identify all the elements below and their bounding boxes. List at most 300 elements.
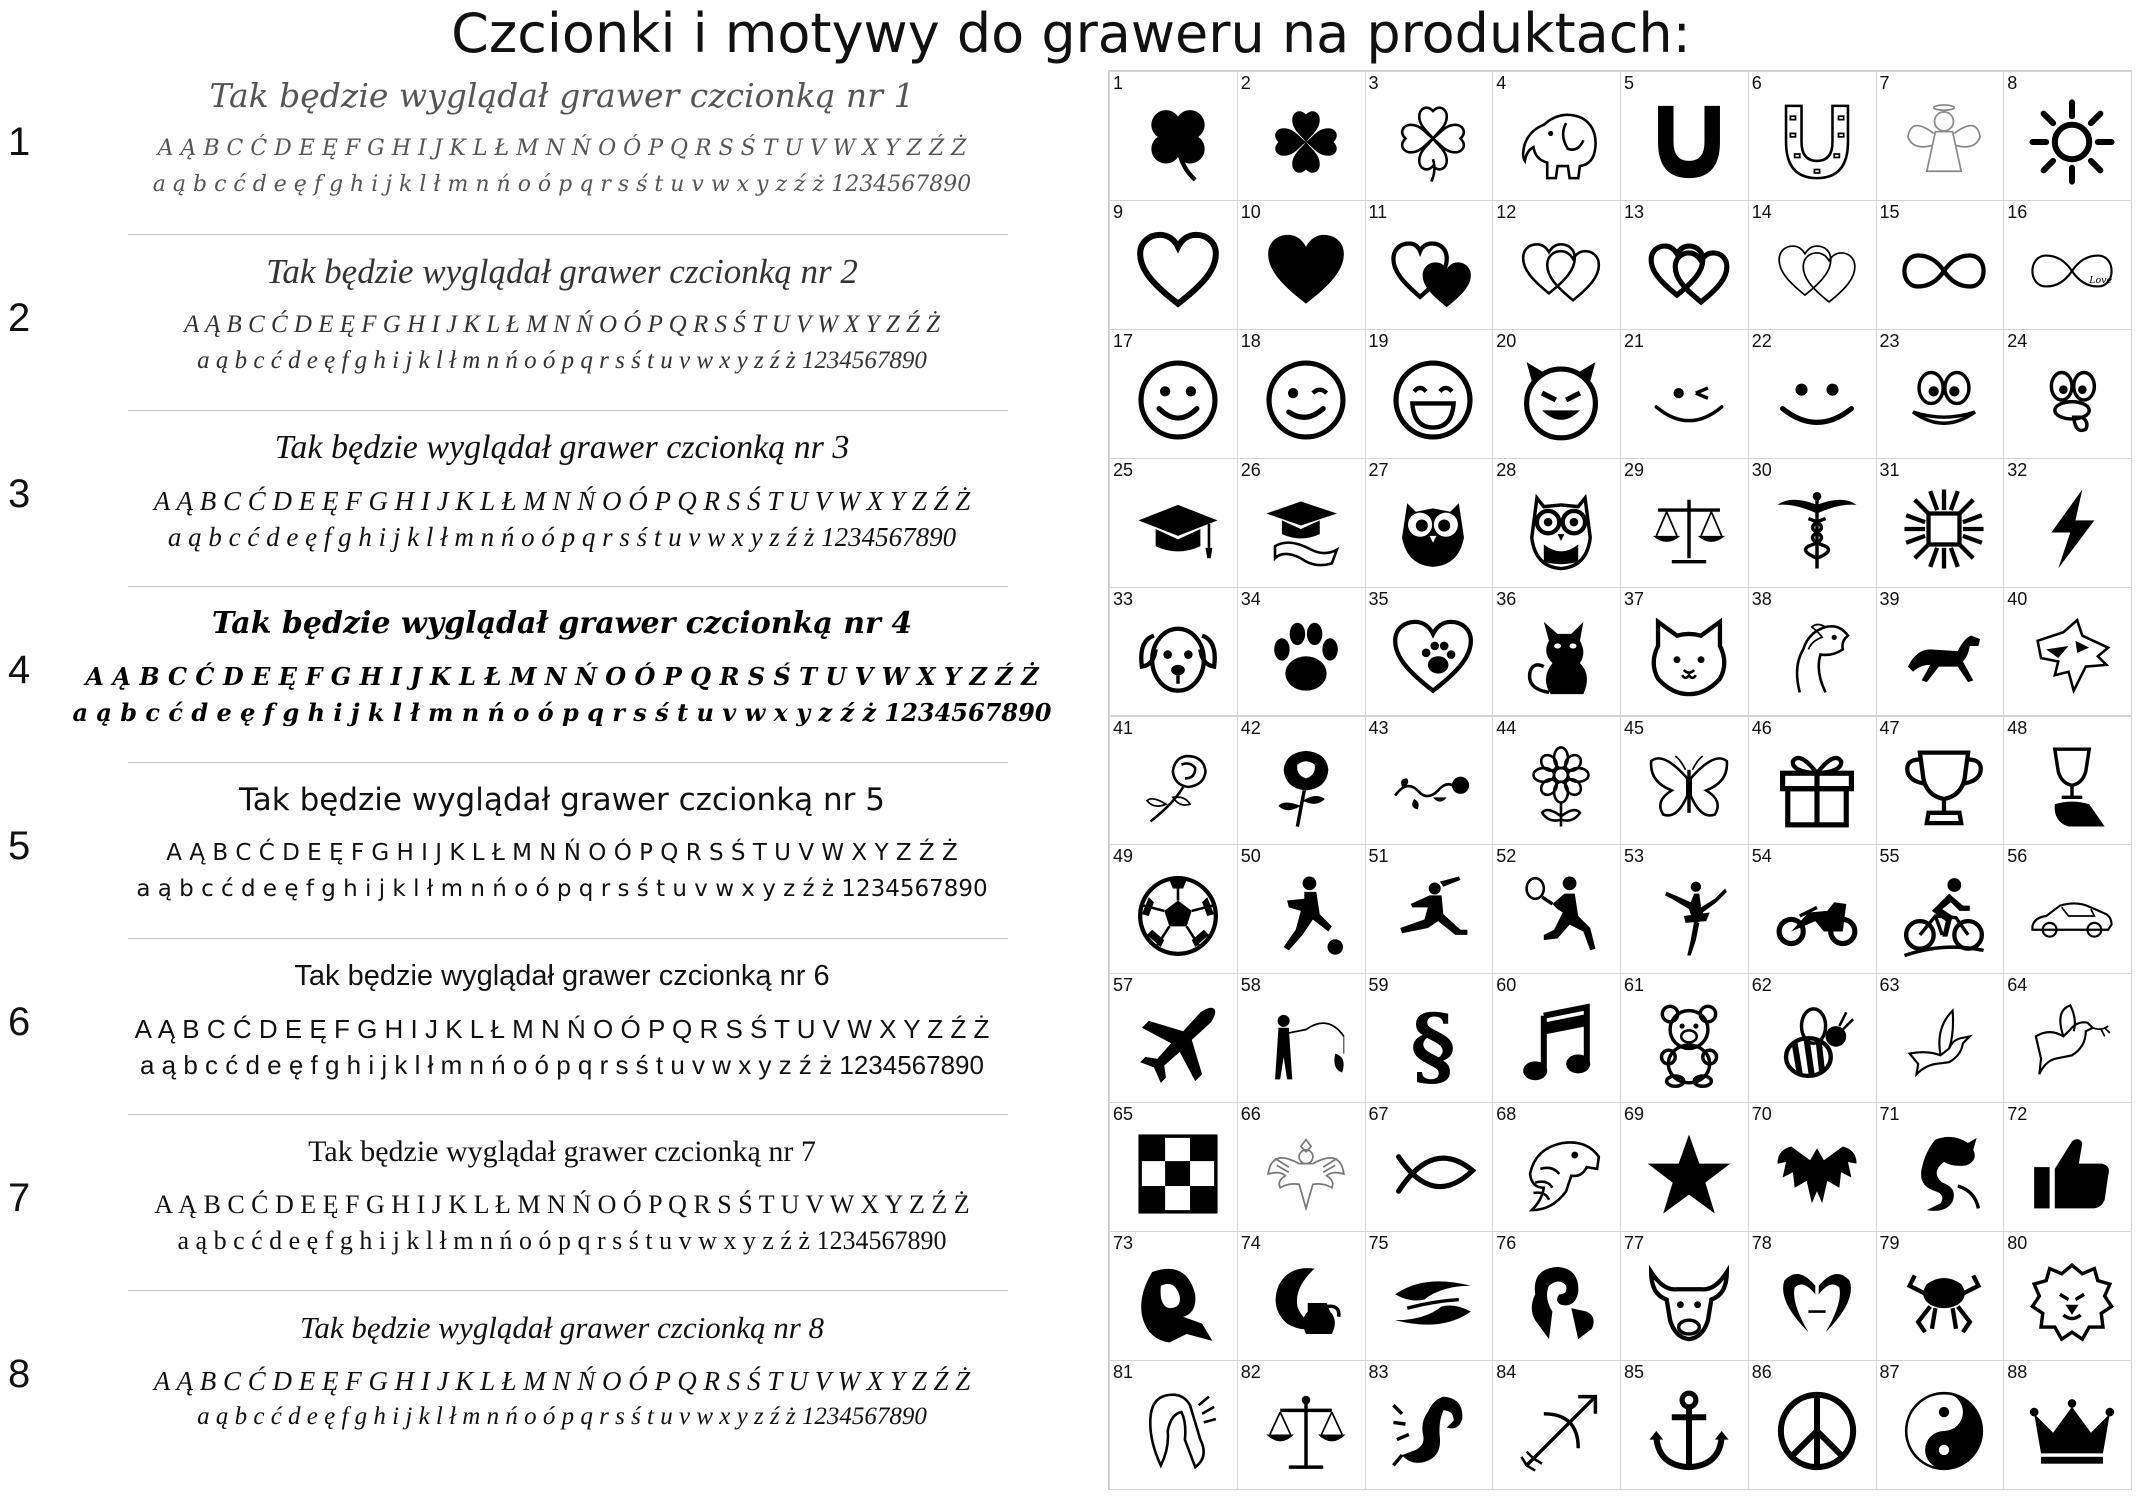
star-icon bbox=[1643, 1128, 1735, 1220]
motif-cell bbox=[1109, 973, 1238, 1103]
motif-cell bbox=[1365, 716, 1494, 846]
motif-cell bbox=[1365, 1231, 1494, 1361]
graduation-cap-icon bbox=[1132, 483, 1224, 575]
motif-cell bbox=[1492, 458, 1621, 588]
font-sample-sentence: Tak będzie wyglądał grawer czcionką nr 4 bbox=[211, 606, 913, 641]
motif-cell bbox=[2003, 587, 2132, 717]
motif-cell bbox=[1620, 71, 1749, 201]
motif-number: 49 bbox=[1113, 846, 1134, 867]
burst-pattern-icon bbox=[1898, 483, 1990, 575]
motif-cell bbox=[2003, 844, 2132, 974]
font-uppercase-alphabet: A Ą B C Ć D E Ę F G H I J K L Ł M N Ń O Ó P Q R S Ś T U V W X Y Z Ź Ż bbox=[153, 486, 971, 516]
two-hearts-icon bbox=[1387, 225, 1479, 317]
motif-cell bbox=[1237, 844, 1366, 974]
pisces-icon bbox=[1387, 1257, 1479, 1349]
font-sample-row bbox=[0, 244, 1090, 422]
font-uppercase-alphabet: A Ą B C Ć D E Ę F G H I J K L Ł M N Ń O Ó P Q R S Ś T U V W X Y Z Ź Ż bbox=[183, 311, 941, 338]
motif-cell bbox=[2003, 200, 2132, 330]
motif-number: 74 bbox=[1240, 1233, 1261, 1254]
motif-cell bbox=[1876, 71, 2005, 201]
font-uppercase-alphabet: A Ą B C Ć D E Ę F G H I J K L Ł M N Ń O Ó P Q R S Ś T U V W X Y Z Ź Ż bbox=[166, 840, 958, 866]
motif-number: 48 bbox=[2007, 717, 2028, 738]
motif-number: 69 bbox=[1624, 1104, 1645, 1125]
motif-number: 17 bbox=[1113, 330, 1134, 351]
cap-and-diploma-icon bbox=[1260, 483, 1352, 575]
virgo-icon bbox=[1132, 1385, 1224, 1477]
font-sample-row bbox=[0, 948, 1090, 1126]
motif-cell bbox=[1620, 1360, 1749, 1490]
motif-cell bbox=[1237, 716, 1366, 846]
double-hearts-thin-icon bbox=[1771, 225, 1863, 317]
font-sample-sentence: Tak będzie wyglądał grawer czcionką nr 6 bbox=[294, 960, 830, 992]
row-divider bbox=[128, 1114, 1008, 1115]
motif-number: 30 bbox=[1751, 459, 1772, 480]
motif-number: 85 bbox=[1624, 1362, 1645, 1382]
smiley-face-icon bbox=[1132, 354, 1224, 446]
motif-cell bbox=[1748, 1360, 1877, 1490]
motif-number: 4 bbox=[1496, 73, 1507, 93]
four-leaf-clover-solid-icon bbox=[1132, 96, 1224, 188]
sun-icon bbox=[2026, 96, 2118, 188]
motif-number: 68 bbox=[1496, 1104, 1517, 1125]
motif-cell bbox=[2003, 973, 2132, 1103]
motif-number: 80 bbox=[2007, 1233, 2028, 1254]
font-uppercase-alphabet: A Ą B C Ć D E Ę F G H I J K L Ł M N Ń O Ó P Q R S Ś T U V W X Y Z Ź Ż bbox=[134, 1014, 990, 1044]
motif-number: 64 bbox=[2007, 975, 2028, 996]
wink-smile-icon bbox=[1643, 354, 1735, 446]
font-lowercase-alphabet: a ą b c ć d e ę f g h i j k l ł m n ń o ó p q r s ś t u v w x y z ź ż 1234567890 bbox=[152, 172, 972, 197]
basketball-jumpman-icon bbox=[1387, 870, 1479, 962]
checkerboard-icon bbox=[1132, 1128, 1224, 1220]
trophy-cup-icon bbox=[1898, 741, 1990, 833]
owl-icon bbox=[1387, 483, 1479, 575]
running-horse-icon bbox=[1898, 612, 1990, 704]
font-sample-row bbox=[0, 596, 1090, 774]
motif-cell bbox=[1876, 716, 2005, 846]
motif-number: 37 bbox=[1624, 588, 1645, 609]
horse-head-icon bbox=[1771, 612, 1863, 704]
libra-icon bbox=[1260, 1385, 1352, 1477]
font-uppercase-alphabet: A Ą B C Ć D E Ę F G H I J K L Ł M N Ń O Ó P Q R S Ś T U V W X Y Z Ź Ż bbox=[85, 662, 1039, 691]
motif-cell bbox=[1876, 973, 2005, 1103]
motif-number: 73 bbox=[1113, 1233, 1134, 1254]
font-lowercase-alphabet: a ą b c ć d e ę f g h i j k l ł m n ń o ó p q r s ś t u v w x y z ź ż 1234567890 bbox=[167, 522, 957, 552]
eagle-head-icon bbox=[1515, 1128, 1607, 1220]
motif-cell bbox=[1237, 1360, 1366, 1490]
motif-cell bbox=[1876, 1360, 2005, 1490]
motif-number: 55 bbox=[1879, 846, 1900, 867]
motif-number: 26 bbox=[1240, 459, 1261, 480]
motif-number: 62 bbox=[1751, 975, 1772, 996]
motif-number: 60 bbox=[1496, 975, 1517, 996]
motif-number: 54 bbox=[1751, 846, 1772, 867]
motif-number: 13 bbox=[1624, 201, 1645, 222]
font-sample-sentence: Tak będzie wyglądał grawer czcionką nr 7 bbox=[308, 1135, 816, 1168]
music-note-icon bbox=[1515, 999, 1607, 1091]
motif-number: 6 bbox=[1751, 73, 1762, 93]
font-uppercase-alphabet: A Ą B C Ć D E Ę F G H I J K L Ł M N Ń O Ó P Q R S Ś T U V W X Y Z Ź Ż bbox=[153, 1366, 971, 1396]
motif-cell bbox=[1109, 458, 1238, 588]
font-sample-sentence: Tak będzie wyglądał grawer czcionką nr 2 bbox=[266, 252, 858, 291]
motif-cell bbox=[1492, 973, 1621, 1103]
scorpio-icon bbox=[1387, 1385, 1479, 1477]
motif-cell bbox=[1492, 716, 1621, 846]
row-divider bbox=[128, 762, 1008, 763]
butterfly-icon bbox=[1643, 741, 1735, 833]
motif-number: 9 bbox=[1113, 201, 1124, 222]
motif-number: 11 bbox=[1368, 201, 1388, 222]
motif-cell bbox=[2003, 1102, 2132, 1232]
section-sign-icon bbox=[1387, 999, 1479, 1091]
motif-cell bbox=[1109, 200, 1238, 330]
motif-number: 53 bbox=[1624, 846, 1645, 867]
motif-cell bbox=[1237, 329, 1366, 459]
lightning-bolt-icon bbox=[2026, 483, 2118, 575]
horseshoe-outline-icon bbox=[1771, 96, 1863, 188]
font-number: 7 bbox=[8, 1176, 31, 1220]
font-number: 4 bbox=[8, 648, 31, 692]
motif-number: 43 bbox=[1368, 717, 1389, 738]
motif-cell bbox=[1492, 329, 1621, 459]
motif-cell bbox=[1876, 1102, 2005, 1232]
polish-eagle-emblem-icon bbox=[1260, 1128, 1352, 1220]
fisherman-icon bbox=[1260, 999, 1352, 1091]
motif-cell bbox=[1365, 973, 1494, 1103]
motif-number: 51 bbox=[1368, 846, 1389, 867]
motif-cell bbox=[1876, 587, 2005, 717]
motif-cell bbox=[1365, 71, 1494, 201]
motif-number: 76 bbox=[1496, 1233, 1517, 1254]
motif-number: 3 bbox=[1368, 73, 1379, 93]
rose-outline-icon bbox=[1132, 741, 1224, 833]
motif-number: 12 bbox=[1496, 201, 1517, 222]
motif-cell bbox=[1748, 1231, 1877, 1361]
crown-icon bbox=[2026, 1385, 2118, 1477]
motif-number: 1 bbox=[1113, 73, 1124, 93]
motif-cell bbox=[1365, 1102, 1494, 1232]
black-cat-icon bbox=[1515, 612, 1607, 704]
motif-number: 63 bbox=[1879, 975, 1900, 996]
hand-holding-trophy-icon bbox=[2026, 741, 2118, 833]
font-sample-row bbox=[0, 1300, 1090, 1478]
motif-cell bbox=[1620, 1102, 1749, 1232]
motif-number: 58 bbox=[1240, 975, 1261, 996]
motif-number: 72 bbox=[2007, 1104, 2028, 1125]
motif-cell bbox=[1620, 587, 1749, 717]
motif-number: 86 bbox=[1751, 1362, 1772, 1382]
aries-icon bbox=[1515, 1257, 1607, 1349]
font-sample-row bbox=[0, 420, 1090, 598]
motif-cell bbox=[1748, 1102, 1877, 1232]
motif-cell bbox=[1109, 1102, 1238, 1232]
row-divider bbox=[128, 234, 1008, 235]
interlocked-hearts-icon bbox=[1643, 225, 1735, 317]
font-number: 8 bbox=[8, 1352, 31, 1396]
motif-number: 75 bbox=[1368, 1233, 1389, 1254]
page-title: Czcionki i motywy do graweru na produktach: bbox=[451, 2, 1691, 65]
motif-number: 2 bbox=[1240, 73, 1251, 93]
infinity-icon bbox=[1898, 225, 1990, 317]
motif-number: 56 bbox=[2007, 846, 2028, 867]
gift-box-icon bbox=[1771, 741, 1863, 833]
daisy-flower-icon bbox=[1515, 741, 1607, 833]
bat-dragon-icon bbox=[1771, 1128, 1863, 1220]
font-sample-row bbox=[0, 1124, 1090, 1302]
motif-cell bbox=[1492, 200, 1621, 330]
font-number: 6 bbox=[8, 1000, 31, 1044]
motif-number: 10 bbox=[1240, 201, 1261, 222]
motif-cell bbox=[1748, 844, 1877, 974]
row-divider bbox=[128, 938, 1008, 939]
motif-cell bbox=[1492, 587, 1621, 717]
angel-icon bbox=[1898, 96, 1990, 188]
motif-cell bbox=[1365, 200, 1494, 330]
motif-number: 70 bbox=[1751, 1104, 1772, 1125]
simple-smile-icon bbox=[1771, 354, 1863, 446]
motif-number: 36 bbox=[1496, 588, 1517, 609]
motif-number: 65 bbox=[1113, 1104, 1134, 1125]
row-divider bbox=[128, 586, 1008, 587]
font-lowercase-alphabet: a ą b c ć d e ę f g h i j k l ł m n ń o ó p q r s ś t u v w x y z ź ż 1234567890 bbox=[140, 1050, 984, 1080]
motif-cell bbox=[1876, 458, 2005, 588]
motif-cell bbox=[1365, 587, 1494, 717]
motif-number: 32 bbox=[2007, 459, 2028, 480]
font-lowercase-alphabet: a ą b c ć d e ę f g h i j k l ł m n ń o ó p q r s ś t u v w x y z ź ż 1234567890 bbox=[197, 1403, 927, 1430]
thumbs-up-icon bbox=[2026, 1128, 2118, 1220]
dove-with-branch-icon bbox=[2026, 999, 2118, 1091]
motif-number: 25 bbox=[1113, 459, 1134, 480]
motif-number: 33 bbox=[1113, 588, 1134, 609]
motif-number: 14 bbox=[1751, 201, 1772, 222]
scales-of-justice-icon bbox=[1643, 483, 1735, 575]
airplane-icon bbox=[1132, 999, 1224, 1091]
motif-cell bbox=[2003, 1360, 2132, 1490]
rose-icon bbox=[1260, 741, 1352, 833]
motif-number: 83 bbox=[1368, 1362, 1389, 1382]
motif-cell bbox=[1748, 200, 1877, 330]
motif-cell bbox=[1748, 716, 1877, 846]
font-lowercase-alphabet: a ą b c ć d e ę f g h i j k l ł m n ń o ó p q r s ś t u v w x y z ź ż 1234567890 bbox=[72, 698, 1052, 727]
font-number: 5 bbox=[8, 824, 31, 868]
motif-cell bbox=[2003, 71, 2132, 201]
motif-number: 61 bbox=[1624, 975, 1645, 996]
motif-number: 52 bbox=[1496, 846, 1517, 867]
motif-number: 19 bbox=[1368, 330, 1389, 351]
ballerina-icon bbox=[1643, 870, 1735, 962]
motif-number: 7 bbox=[1879, 73, 1890, 93]
motif-cell bbox=[1492, 1231, 1621, 1361]
font-uppercase-alphabet: A Ą B C Ć D E Ę F G H I J K L Ł M N Ń O Ó P Q R S Ś T U V W X Y Z Ź Ż bbox=[157, 136, 967, 161]
motif-number: 27 bbox=[1368, 459, 1389, 480]
motif-number: 82 bbox=[1240, 1362, 1261, 1382]
motif-cell bbox=[1876, 200, 2005, 330]
motif-number: 79 bbox=[1879, 1233, 1900, 1254]
motif-cell bbox=[1237, 973, 1366, 1103]
motif-number: 66 bbox=[1240, 1104, 1261, 1125]
font-sample-sentence: Tak będzie wyglądał grawer czcionką nr 3 bbox=[274, 429, 850, 466]
sports-car-icon bbox=[2026, 870, 2118, 962]
heart-paw-icon bbox=[1387, 612, 1479, 704]
motif-number: 8 bbox=[2007, 73, 2018, 93]
motif-cell bbox=[1876, 329, 2005, 459]
motif-number: 34 bbox=[1240, 588, 1261, 609]
four-leaf-clover-outline-icon bbox=[1387, 96, 1479, 188]
motif-cell bbox=[1237, 587, 1366, 717]
aquarius-icon bbox=[1260, 1257, 1352, 1349]
motif-number: 59 bbox=[1368, 975, 1389, 996]
motif-number: 21 bbox=[1624, 330, 1645, 351]
motif-number: 31 bbox=[1879, 459, 1900, 480]
font-lowercase-alphabet: a ą b c ć d e ę f g h i j k l ł m n ń o ó p q r s ś t u v w x y z ź ż 1234567890 bbox=[177, 1226, 947, 1255]
cat-face-icon bbox=[1643, 612, 1735, 704]
motif-number: 42 bbox=[1240, 717, 1261, 738]
font-number: 1 bbox=[8, 120, 31, 164]
heart-outline-icon bbox=[1132, 225, 1224, 317]
sagittarius-icon bbox=[1515, 1385, 1607, 1477]
motif-cell bbox=[2003, 1231, 2132, 1361]
motif-number: 67 bbox=[1368, 1104, 1389, 1125]
taurus-icon bbox=[1643, 1257, 1735, 1349]
font-sample-sentence: Tak będzie wyglądał grawer czcionką nr 8 bbox=[299, 1310, 825, 1345]
motif-cell bbox=[1365, 329, 1494, 459]
cyclist-icon bbox=[1898, 870, 1990, 962]
font-lowercase-alphabet: a ą b c ć d e ę f g h i j k l ł m n ń o ó p q r s ś t u v w x y z ź ż 1234567890 bbox=[136, 876, 988, 902]
motif-number: 5 bbox=[1624, 73, 1635, 93]
motif-number: 47 bbox=[1879, 717, 1900, 738]
winking-face-icon bbox=[1260, 354, 1352, 446]
motif-cell bbox=[1237, 200, 1366, 330]
motif-number: 38 bbox=[1751, 588, 1772, 609]
peace-sign-icon bbox=[1771, 1385, 1863, 1477]
motif-cell bbox=[1620, 844, 1749, 974]
motif-cell bbox=[2003, 329, 2132, 459]
row-divider bbox=[128, 1290, 1008, 1291]
motif-cell bbox=[1492, 844, 1621, 974]
motif-number: 15 bbox=[1879, 201, 1900, 222]
motif-cell bbox=[1620, 1231, 1749, 1361]
tennis-player-icon bbox=[1515, 870, 1607, 962]
motif-number: 35 bbox=[1368, 588, 1389, 609]
motif-cell bbox=[1237, 1102, 1366, 1232]
motif-cell bbox=[1109, 329, 1238, 459]
bee-icon bbox=[1771, 999, 1863, 1091]
motif-cell bbox=[1109, 71, 1238, 201]
motif-cell bbox=[1748, 973, 1877, 1103]
wolf-head-icon bbox=[2026, 612, 2118, 704]
motif-number: 50 bbox=[1240, 846, 1261, 867]
font-number: 2 bbox=[8, 296, 31, 340]
motif-cell bbox=[1109, 716, 1238, 846]
motif-cell bbox=[1748, 587, 1877, 717]
dove-icon bbox=[1898, 999, 1990, 1091]
motif-number: 29 bbox=[1624, 459, 1645, 480]
motif-cell bbox=[1365, 458, 1494, 588]
devil-face-icon bbox=[1515, 354, 1607, 446]
motif-cell bbox=[1620, 458, 1749, 588]
rose-flourish-icon bbox=[1387, 741, 1479, 833]
laughing-face-icon bbox=[1387, 354, 1479, 446]
anchor-icon bbox=[1643, 1385, 1735, 1477]
font-samples-list bbox=[0, 68, 1090, 1488]
teddy-bear-icon bbox=[1643, 999, 1735, 1091]
motif-number: 41 bbox=[1113, 717, 1134, 738]
motif-number: 84 bbox=[1496, 1362, 1517, 1382]
motif-number: 24 bbox=[2007, 330, 2028, 351]
motif-cell bbox=[1109, 1231, 1238, 1361]
cancer-icon bbox=[1898, 1257, 1990, 1349]
grinning-eyes-icon bbox=[1898, 354, 1990, 446]
font-number: 3 bbox=[8, 472, 31, 516]
svg-text:§: § bbox=[1410, 1001, 1456, 1088]
motif-cell bbox=[1237, 1231, 1366, 1361]
motif-cell bbox=[1109, 587, 1238, 717]
motif-number: 88 bbox=[2007, 1362, 2028, 1382]
motif-cell bbox=[1109, 844, 1238, 974]
linked-hearts-outline-icon bbox=[1515, 225, 1607, 317]
motif-number: 57 bbox=[1113, 975, 1134, 996]
font-sample-row bbox=[0, 68, 1090, 246]
motif-cell bbox=[1620, 329, 1749, 459]
motif-cell bbox=[2003, 458, 2132, 588]
capricorn-icon bbox=[1132, 1257, 1224, 1349]
heart-clover-solid-icon bbox=[1260, 96, 1352, 188]
soccer-player-icon bbox=[1260, 870, 1352, 962]
motif-cell bbox=[1237, 458, 1366, 588]
motif-number: 20 bbox=[1496, 330, 1517, 351]
motif-number: 87 bbox=[1879, 1362, 1900, 1382]
font-uppercase-alphabet: A Ą B C Ć D E Ę F G H I J K L Ł M N Ń O Ó P Q R S Ś T U V W X Y Z Ź Ż bbox=[154, 1190, 970, 1219]
motif-number: 40 bbox=[2007, 588, 2028, 609]
motif-number: 78 bbox=[1751, 1233, 1772, 1254]
paw-print-icon bbox=[1260, 612, 1352, 704]
motif-cell bbox=[1620, 973, 1749, 1103]
motif-cell bbox=[1620, 200, 1749, 330]
motif-cell bbox=[1492, 1360, 1621, 1490]
motif-cell bbox=[1876, 844, 2005, 974]
motif-cell bbox=[1365, 844, 1494, 974]
motif-cell bbox=[1620, 716, 1749, 846]
yin-yang-icon bbox=[1898, 1385, 1990, 1477]
motif-number: 71 bbox=[1879, 1104, 1900, 1125]
ichthys-fish-icon bbox=[1387, 1128, 1479, 1220]
motif-cell bbox=[1492, 71, 1621, 201]
elephant-icon bbox=[1515, 96, 1607, 188]
motif-number: 16 bbox=[2007, 201, 2028, 222]
motif-number: 28 bbox=[1496, 459, 1517, 480]
gemini-icon bbox=[1771, 1257, 1863, 1349]
motif-number: 22 bbox=[1751, 330, 1772, 351]
font-sample-sentence: Tak będzie wyglądał grawer czcionką nr 5 bbox=[239, 782, 885, 818]
motif-cell bbox=[1492, 1102, 1621, 1232]
motif-number: 39 bbox=[1879, 588, 1900, 609]
motif-number: 18 bbox=[1240, 330, 1261, 351]
row-divider bbox=[128, 410, 1008, 411]
motif-cell bbox=[2003, 716, 2132, 846]
motif-cell bbox=[1748, 71, 1877, 201]
motif-number: 44 bbox=[1496, 717, 1517, 738]
font-sample-row bbox=[0, 772, 1090, 950]
motif-grid bbox=[1108, 70, 2132, 1490]
motif-cell bbox=[1109, 1360, 1238, 1490]
dragon-icon bbox=[1898, 1128, 1990, 1220]
motif-cell bbox=[1876, 1231, 2005, 1361]
motif-number: 46 bbox=[1751, 717, 1772, 738]
caduceus-icon bbox=[1771, 483, 1863, 575]
motif-cell bbox=[1748, 458, 1877, 588]
font-lowercase-alphabet: a ą b c ć d e ę f g h i j k l ł m n ń o ó p q r s ś t u v w x y z ź ż 1234567890 bbox=[197, 347, 927, 374]
motif-number: 77 bbox=[1624, 1233, 1645, 1254]
motif-number: 81 bbox=[1113, 1362, 1134, 1382]
